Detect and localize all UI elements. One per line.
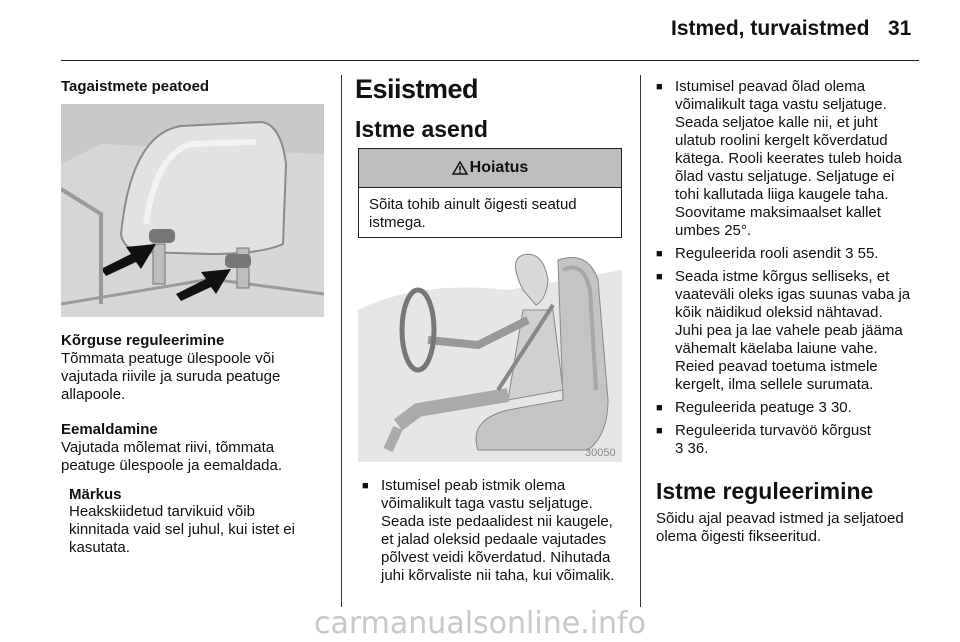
section-title: Esiistmed xyxy=(355,74,479,104)
page-ref[interactable]: 3 30. xyxy=(818,399,852,416)
col2-bullet-list xyxy=(362,477,630,585)
ref-arrow-icon: 3 xyxy=(675,440,684,457)
page-ref[interactable]: 3 55. xyxy=(845,245,879,262)
warning-text: Sõita tohib ainult õigesti seatud istmega. xyxy=(369,196,577,231)
note-text: Heakskiidetud tarvikuid võib kinnitada vaid sel juhul, kui istet ei kasutata. xyxy=(69,503,295,556)
seat-position-figure xyxy=(358,250,622,462)
list-item: ■ Seada istme kõrgus selliseks, et vaateväli oleks igas suunas vaba ja kõik näidikud oleksid nähtavad. Juhi pea ja lae vahele peab jääma vähemalt käelaba laiune vahe. Reied peavad toetuma istmele kergelt, ilma sellele surumata. xyxy=(656,268,926,394)
remove-text: Vajutada mõlemat riivi, tõmmata peatuge ülespoole ja eemaldada. xyxy=(61,439,283,474)
watermark: carmanualsonline.info xyxy=(314,606,646,641)
section-title: Istme reguleerimine xyxy=(656,478,874,504)
adjust-title: Kõrguse reguleerimine xyxy=(61,332,225,349)
header-title: Istmed, turvaistmed xyxy=(671,17,870,40)
list-item: ■ Reguleerida rooli asendit 3 55. xyxy=(656,245,926,263)
headrest-figure xyxy=(61,104,324,317)
list-item: ■ Reguleerida turvavöö kõrgust 3 36. xyxy=(656,422,926,458)
warning-box xyxy=(358,148,622,238)
ref-arrow-icon: 3 xyxy=(845,245,854,262)
remove-title: Eemaldamine xyxy=(61,421,158,438)
page-number: 31 xyxy=(888,17,912,40)
list-item: ■ Reguleerida peatuge 3 30. xyxy=(656,399,926,417)
warning-title: Hoiatus xyxy=(469,159,529,176)
col3-bullet-list xyxy=(656,78,926,458)
header-rule xyxy=(61,60,919,61)
page-ref[interactable]: 3 36. xyxy=(675,440,709,457)
list-item: ■ Istumisel peavad õlad olema võimalikult taga vastu seljatuge. Seada seljatoe kalle nii, et juht ulatub roolini kergelt kõverdatud kätega. Rooli keerates tuleb hoida õlad vastu seljatuge. Seljatuge ei tohi kallutada liiga kaugele taha. Soovitame maksimaalset kallet umbes 25°. xyxy=(656,78,926,240)
col1-heading: Tagaistmete peatoed xyxy=(61,78,210,95)
ref-arrow-icon: 3 xyxy=(818,399,827,416)
subsection-title: Istme asend xyxy=(355,116,488,142)
col3-text: Sõidu ajal peavad istmed ja seljatoed olema õigesti fikseeritud. xyxy=(656,510,904,545)
column-divider-1 xyxy=(341,75,342,607)
warning-triangle-icon xyxy=(452,161,468,175)
list-item: ■ Istumisel peab istmik olema võimalikult taga vastu seljatuge. Seada iste pedaalidest nii kaugele, et jalad oleksid pedaale vajutades põlvest veidi kõverdatud. Nihutada juhi kõrvaliste nii taha, kui võimalik. xyxy=(362,477,630,585)
figure-code: 30050 xyxy=(585,447,616,459)
column-divider-2 xyxy=(640,75,641,607)
warning-header xyxy=(359,149,621,188)
adjust-text: Tõmmata peatuge ülespoole või vajutada riivile ja suruda peatuge allapoole. xyxy=(61,350,281,403)
note-title: Märkus xyxy=(69,486,122,503)
